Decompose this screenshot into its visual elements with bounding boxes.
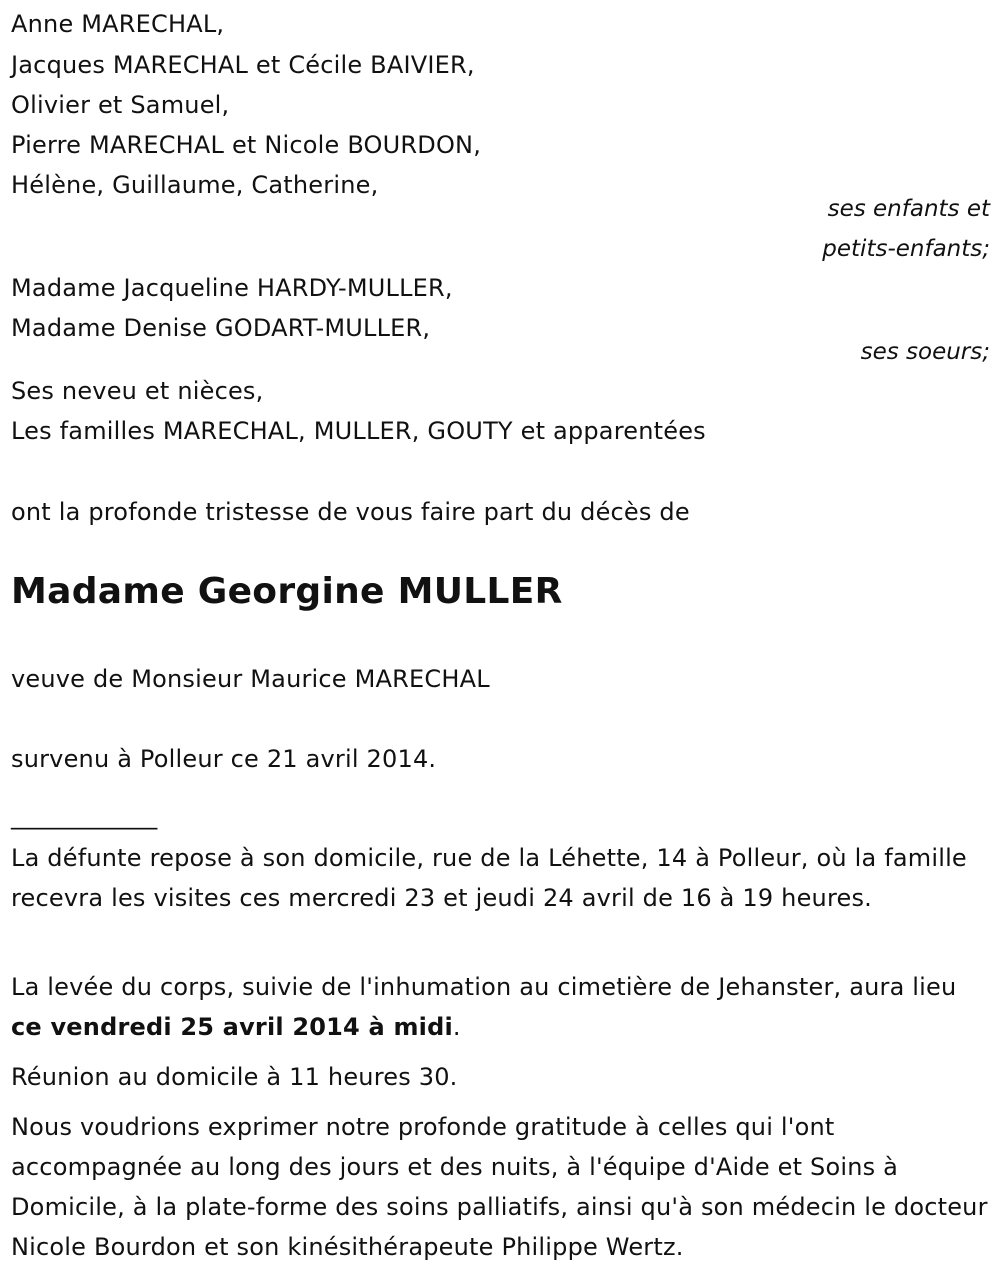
family-child-line-2: Jacques MARECHAL et Cécile BAIVIER, bbox=[11, 51, 475, 79]
relatives-line-1: Ses neveu et nièces, bbox=[11, 377, 264, 405]
family-child-line-4: Pierre MARECHAL et Nicole BOURDON, bbox=[11, 131, 482, 159]
funeral-text-after: . bbox=[452, 1013, 461, 1041]
separator-line: ____________ bbox=[11, 802, 158, 830]
children-role-line-2: petits-enfants; bbox=[822, 236, 990, 262]
sisters-role: ses soeurs; bbox=[860, 339, 990, 365]
death-info-text: survenu à Polleur ce 21 avril 2014. bbox=[11, 745, 437, 773]
family-child-line-1: Anne MARECHAL, bbox=[11, 10, 225, 38]
funeral-date-bold: ce vendredi 25 avril 2014 à midi bbox=[11, 1013, 453, 1041]
sister-line-2: Madame Denise GODART-MULLER, bbox=[11, 314, 431, 342]
relatives-line-2: Les familles MARECHAL, MULLER, GOUTY et apparentées bbox=[11, 417, 706, 445]
family-child-line-3: Olivier et Samuel, bbox=[11, 91, 230, 119]
deceased-name: Madame Georgine MULLER bbox=[11, 571, 563, 612]
family-child-line-5: Hélène, Guillaume, Catherine, bbox=[11, 171, 379, 199]
gratitude-paragraph: Nous voudrions exprimer notre profonde gratitude à celles qui l'ont accompagnée au long des jours et des nuits, à l'équipe d'Aide et Soins à Domicile, à la plate-forme des soins palliatifs, ainsi qu'à son médecin le docteur Nicole Bourdon et son kinésithérapeute Philippe Wertz. bbox=[11, 1113, 988, 1261]
funeral-text-before: La levée du corps, suivie de l'inhumation au cimetière de Jehanster, aura lieu bbox=[11, 973, 957, 1001]
announcement-text: ont la profonde tristesse de vous faire part du décès de bbox=[11, 498, 690, 526]
sister-line-1: Madame Jacqueline HARDY-MULLER, bbox=[11, 274, 453, 302]
meeting-paragraph: Réunion au domicile à 11 heures 30. bbox=[11, 1063, 458, 1091]
children-role-line-1: ses enfants et bbox=[827, 196, 990, 222]
funeral-paragraph bbox=[11, 967, 989, 1047]
rest-paragraph: La défunte repose à son domicile, rue de la Léhette, 14 à Polleur, où la famille recevra les visites ces mercredi 23 et jeudi 24 avril de 16 à 19 heures. bbox=[11, 844, 967, 912]
widow-of-text: veuve de Monsieur Maurice MARECHAL bbox=[11, 665, 490, 693]
